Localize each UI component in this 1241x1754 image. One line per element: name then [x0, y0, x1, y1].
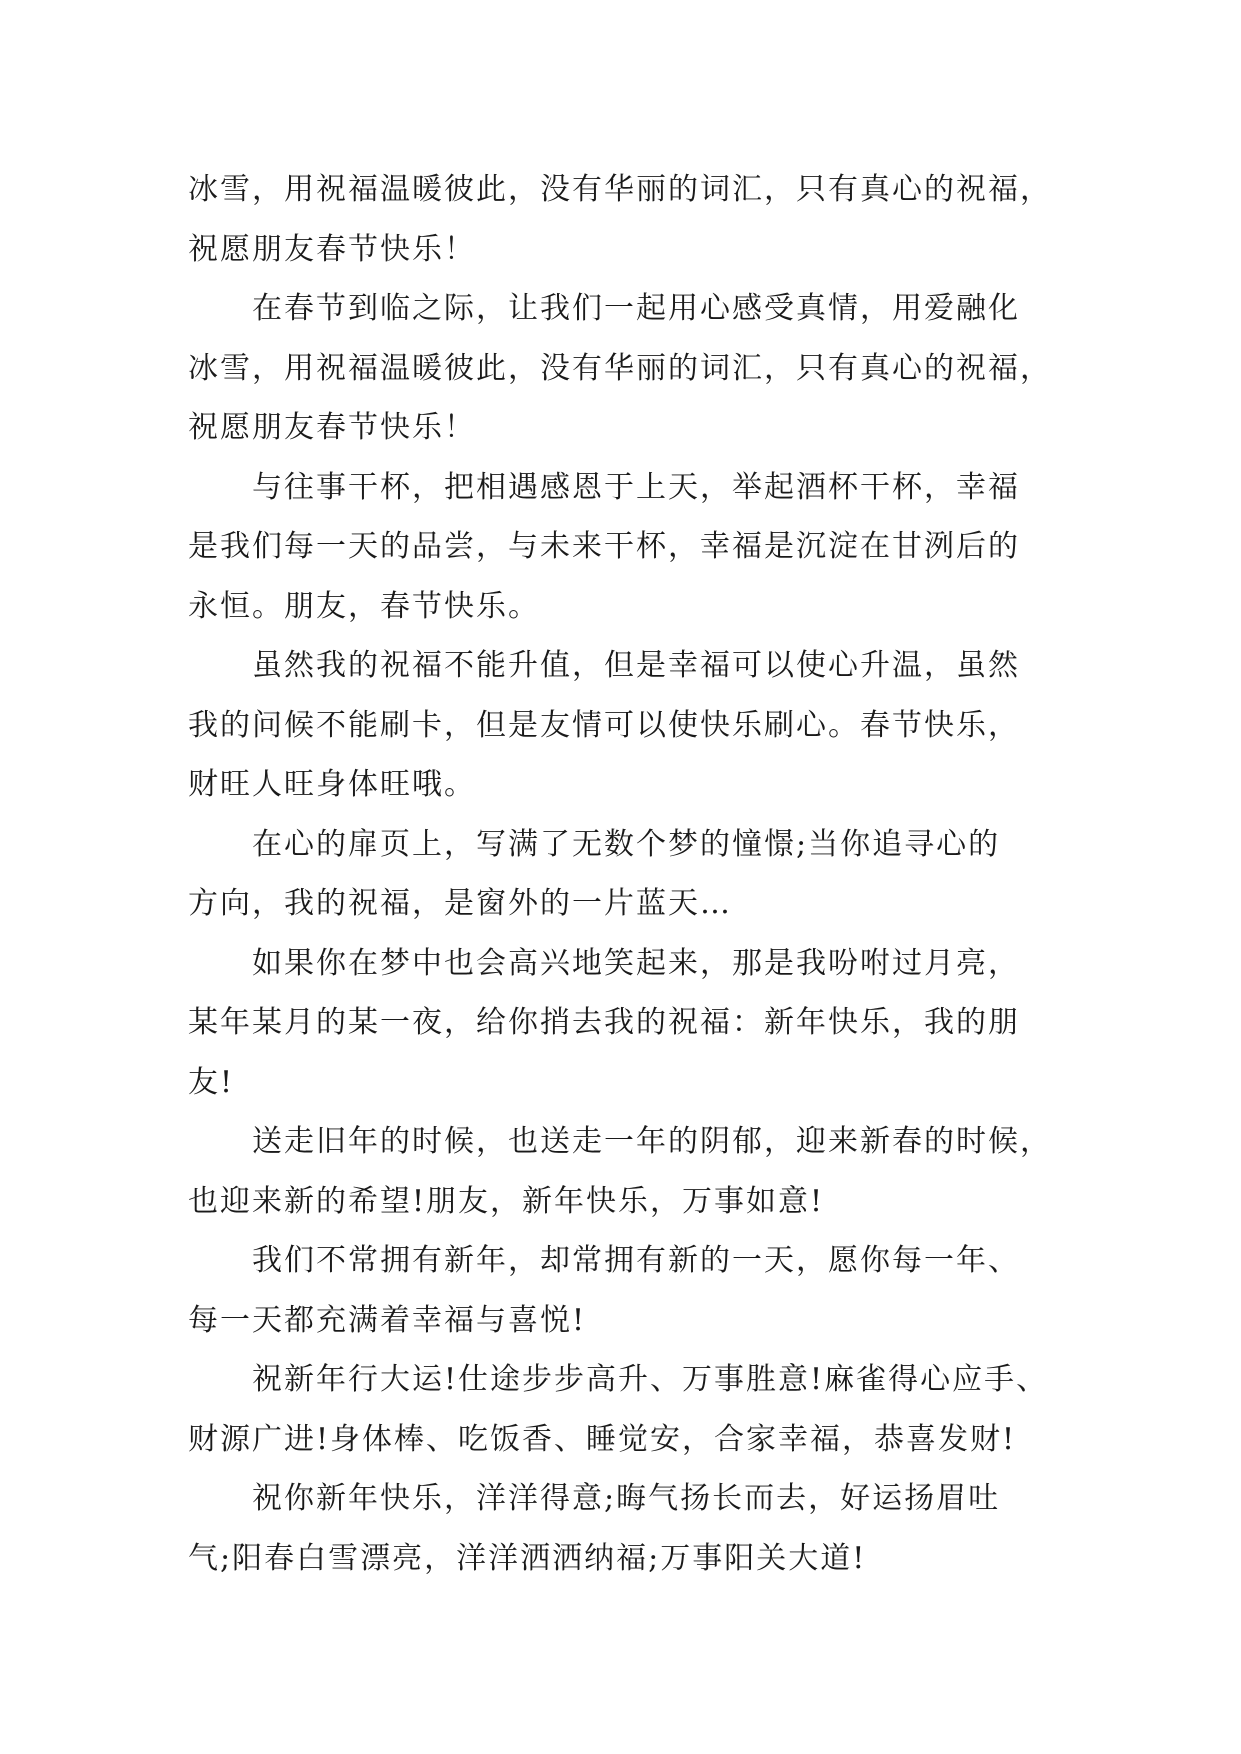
text-line: 我的问候不能刷卡，但是友情可以使快乐刷心。春节快乐，: [188, 707, 1020, 743]
text-line: 友!: [188, 1064, 235, 1100]
text-line: 冰雪，用祝福温暖彼此，没有华丽的词汇，只有真心的祝福，: [188, 172, 1052, 207]
paragraph-start-line: 祝你新年快乐，洋洋得意;晦气扬长而去，好运扬眉吐: [252, 1481, 1001, 1516]
paragraph-start-line: 与往事干杯，把相遇感恩于上天，举起酒杯干杯，幸福: [252, 469, 1020, 505]
text-line: 是我们每一天的品尝，与未来干杯，幸福是沉淀在甘洌后的: [188, 529, 1020, 564]
text-line: 祝愿朋友春节快乐！: [188, 231, 476, 267]
paragraph-start-line: 虽然我的祝福不能升值，但是幸福可以使心升温，虽然: [252, 648, 1020, 683]
text-line: 每一天都充满着幸福与喜悦!: [188, 1302, 587, 1338]
text-line: 也迎来新的希望!朋友，新年快乐，万事如意!: [188, 1183, 825, 1219]
paragraph-start-line: 在心的扉页上，写满了无数个梦的憧憬;当你追寻心的: [252, 826, 1001, 862]
paragraph-start-line: 祝新年行大运!仕途步步高升、万事胜意!麻雀得心应手、: [252, 1362, 1049, 1397]
text-line: 气;阳春白雪漂亮，洋洋洒洒纳福;万事阳关大道!: [188, 1540, 867, 1576]
document-body: [188, 160, 1068, 1588]
paragraph-start-line: 如果你在梦中也会高兴地笑起来，那是我吩咐过月亮，: [252, 945, 1020, 981]
text-line: 财旺人旺身体旺哦。: [188, 767, 476, 802]
paragraph-start-line: 在春节到临之际，让我们一起用心感受真情，用爱融化: [252, 291, 1020, 326]
text-line: 某年某月的某一夜，给你捎去我的祝福：新年快乐，我的朋: [188, 1005, 1020, 1040]
text-line: 冰雪，用祝福温暖彼此，没有华丽的词汇，只有真心的祝福，: [188, 350, 1052, 386]
paragraph-start-line: 我们不常拥有新年，却常拥有新的一天，愿你每一年、: [252, 1243, 1020, 1278]
text-line: 永恒。朋友，春节快乐。: [188, 588, 540, 624]
text-line: 方向，我的祝福，是窗外的一片蓝天…: [188, 886, 732, 921]
paragraph-start-line: 送走旧年的时候，也送走一年的阴郁，迎来新春的时候，: [252, 1124, 1052, 1159]
text-line: 财源广进!身体棒、吃饭香、睡觉安，合家幸福，恭喜发财!: [188, 1421, 1017, 1457]
text-line: 祝愿朋友春节快乐！: [188, 410, 476, 445]
